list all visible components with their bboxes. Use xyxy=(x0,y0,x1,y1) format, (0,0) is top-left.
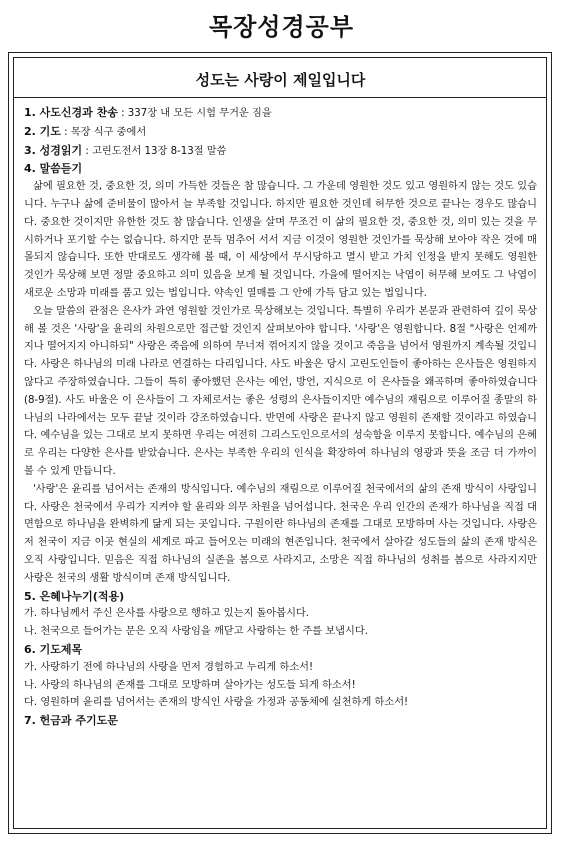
section-label: 1. 사도신경과 찬송 xyxy=(24,106,118,119)
sermon-paragraph-2: 오늘 말씀의 관점은 은사가 과연 영원할 것인가로 묵상해보는 것입니다. 특별히 우리가 본문과 관련하여 깊이 묵상해 볼 것은 '사랑'을 윤리의 차원으로만 접근할 것인지 살펴보아야 합니다. '사랑'은 영원합니다. 8절 "사랑은 언제까지나 떨어지지 아니하되" 사랑은 죽음에 의하여 무너져 꺾어지지 않을 것이고 죽음을 넘어서 영원까지 계속될 것입니다. 사랑은 하나님의 미래 나라로 연결하는 다리입니다. 사도 바울은 당시 고린도인들이 좋아하는 은사들은 영원하지 않다고 주장하였습니다. 그들이 특히 좋아했던 은사는 예언, 방언, 지식으로 이 은사들을 왜곡하며 좋아하였습니다(8-9절). 사도 바울은 이 은사들이 그 자체로서는 좋은 성령의 은사들이지만 예수님의 재림으로 이루어질 종말의 하나님의 나라에서는 모두 끝날 것이라 강조하였습니다. 반면에 사랑은 끝나지 않고 영원히 존재할 것이라고 하였습니다. 예수님을 있는 그대로 보지 못하면 우리는 여전히 그리스도인으로서의 성숙함을 이루지 못합니다. 예수님의 은혜로 우리는 다양한 은사를 받았습니다. 은사는 부족한 우리의 인식을 확장하여 하나님의 영광과 뜻을 조금 더 가까이 볼 수 있게 만듭니다. xyxy=(24,305,537,477)
section-value: : 고린도전서 13장 8-13절 말씀 xyxy=(82,145,227,157)
section-reading xyxy=(24,142,537,161)
sermon-title: 성도는 사랑이 제일입니다 xyxy=(195,71,366,89)
section-label: 2. 기도 xyxy=(24,124,61,138)
prayer-item: 다. 영원하며 윤리를 넘어서는 존재의 방식인 사랑을 가정과 공동체에 실천하게 하소서! xyxy=(24,697,409,709)
title-divider xyxy=(14,97,546,98)
sermon-paragraph-1: 삶에 필요한 것, 중요한 것, 의미 가득한 것들은 참 많습니다. 그 가운데 영원한 것도 있고 영원하지 않는 것도 있습니다. 누구나 삶에 준비물이 많아서 늘 부족할 것입니다. 하지만 필요한 것인데 허무한 것으로 끝나는 경우도 많습니다. 중요한 것이지만 유한한 것도 참 많습니다. 인생을 살며 무조건 이 삶의 필요한 것, 중요한 것, 의미 있는 것을 무시하거나 포기할 수는 없습니다. 하지만 문득 멈추어 서서 지금 이것이 영원한 것인가를 묵상해 보아야 작은 것에 매몰되지 않습니다. 또한 반대로도 생각해 볼 때, 이 세상에서 무시당하고 멸시 받고 가치 인정을 받지 못해도 영원한 것인가 묵상해 보면 정말 중요하고 의미 있음을 보게 될 것입니다. 가을에 떨어지는 낙엽이 허무해 보여도 그 낙엽이 새로운 소망과 미래를 품고 있는 법입니다. 약속인 열매를 그 안에 가득 담고 있는 법입니다. xyxy=(24,181,537,299)
section-label: 3. 성경읽기 xyxy=(24,143,83,157)
section-sharing-heading: 5. 은혜나누기(적용) xyxy=(24,589,125,603)
prayer-item: 가. 사랑하기 전에 하나님의 사랑을 먼저 경험하고 누리게 하소서! xyxy=(24,661,314,673)
sermon-paragraph-3: '사랑'은 윤리를 넘어서는 존재의 방식입니다. 예수님의 재림으로 이루어질 천국에서의 삶의 존재 방식이 사랑입니다. 사랑은 천국에서 우리가 지켜야 할 윤리와 의무 차원을 넘어섭니다. 천국은 우리 인간의 존재가 하나님을 직접 대면함으로 하나님을 완벽하게 닮게 되는 곳입니다. 구원이란 하나님의 존재를 그대로 모방하며 사는 것입니다. 사랑은 저 천국이 지금 이곳 현실의 세계로 파고 들어오는 미래의 현존입니다. 천국에서 살아갈 성도들의 삶의 존재 방식은 오직 사랑입니다. 믿음은 직접 하나님의 실존을 봄으로 사라지고, 소망은 직접 하나님의 성취를 봄으로 사라지지만 사랑은 천국의 생활 방식이며 존재 방식입니다. xyxy=(24,483,537,584)
section-value: : 337장 내 모든 시험 무거운 짐을 xyxy=(117,108,272,119)
section-offering-heading: 7. 헌금과 주기도문 xyxy=(24,714,118,728)
inner-frame xyxy=(13,57,547,829)
outer-frame xyxy=(8,52,552,834)
section-prayer-topics-heading: 6. 기도제목 xyxy=(24,642,83,656)
sharing-item: 가. 하나님께서 주신 은사를 사랑으로 행하고 있는지 돌아봅시다. xyxy=(24,608,310,620)
prayer-item: 나. 사랑의 하나님의 존재를 그대로 모방하며 살아가는 성도들 되게 하소서! xyxy=(24,679,356,691)
section-prayer xyxy=(24,123,537,142)
page-title: 목장성경공부 xyxy=(208,13,355,41)
section-value: : 목장 식구 중에서 xyxy=(60,126,147,138)
section-sermon-heading: 4. 말씀듣기 xyxy=(24,162,83,176)
sharing-item: 나. 천국으로 들어가는 문은 오직 사랑임을 깨닫고 사랑하는 한 주를 보냅시다. xyxy=(24,626,368,638)
section-hymn xyxy=(24,104,537,123)
